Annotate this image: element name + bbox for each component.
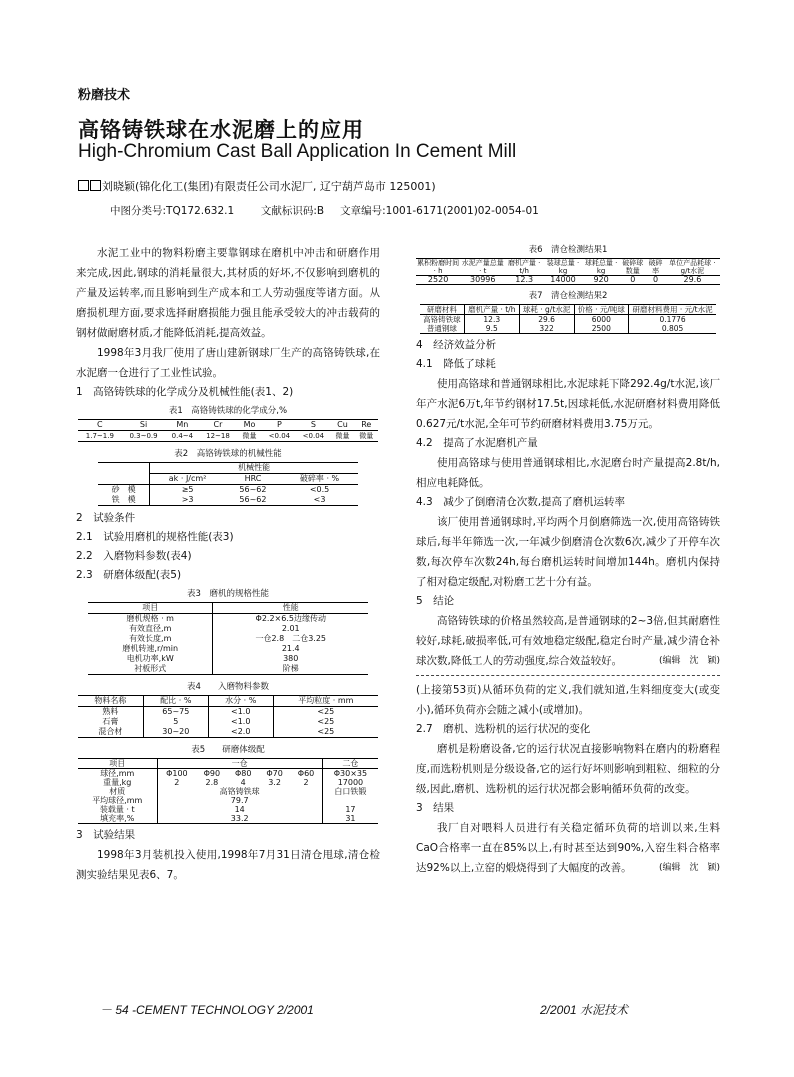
cell: <0.04: [302, 432, 325, 440]
cell: 79.7: [157, 796, 322, 805]
table-row: [78, 431, 378, 442]
table-row: [78, 727, 378, 738]
cell: <3: [313, 495, 326, 504]
cell: [98, 474, 150, 485]
paragraph-4-1: 使用高铬球和普通钢球相比,水泥球耗下降292.4g/t水泥,该厂年产水泥6万t,年节约钢材17.5t,因球耗低,水泥研磨材料费用降低0.627元/t水泥,全年可节约研磨材料费用3.75万元。: [416, 378, 720, 430]
cell: 重量,kg: [103, 778, 132, 787]
table-row: [88, 644, 368, 654]
cell: 12.3: [464, 315, 519, 325]
right-column: [416, 243, 720, 878]
paragraph-intro: 水泥工业中的物料粉磨主要靠钢球在磨机中冲击和研磨作用来完成,因此,钢球的消耗量很大,其材质的好坏,不仅影响到磨机的产量及运转率,而且影响到生产成本和工人劳动强度等诸方面。从磨损机理方面,要求选择耐磨损能力强且能承受较大的冲击载荷的钢材做耐磨材质,才能降低消耗,提高效益。: [76, 247, 380, 339]
cell: Si: [139, 420, 148, 429]
cell: 一仓2.8 二仓3.25: [213, 634, 368, 644]
cell: 项目: [109, 759, 126, 768]
cell: <2.0: [208, 727, 273, 738]
cell: 17: [322, 805, 378, 814]
paragraph-4-3: 该厂使用普通钢球时,平均两个月倒磨筛选一次,使用高铬铸铁球后,每半年筛选一次,一年减少倒磨清仓次数6次,减少了开停车次数,每次停车次数24h,每台磨机运转时间增加144h。磨机内保持了相对稳定级配,对粉磨工艺十分有益。: [416, 516, 720, 588]
cell: HRC: [244, 474, 262, 483]
cell: Cr: [213, 420, 223, 429]
cell: Φ70: [266, 769, 283, 778]
heading-3-results: 3 结果: [416, 802, 455, 814]
cell: 熟料: [102, 707, 119, 716]
cell: Mo: [243, 420, 256, 429]
cell: 2500: [574, 324, 629, 334]
table-5-header: [78, 759, 378, 769]
cell: 2: [303, 778, 309, 787]
cell: 33.2: [157, 814, 322, 824]
cell: 球耗 · g/t水泥: [519, 305, 574, 315]
cell: 有效长度,m: [129, 634, 172, 643]
classification-number: 中图分类号:TQ172.632.1: [110, 205, 235, 217]
cell: 14000: [550, 275, 576, 284]
paragraph-2-7: 磨机是粉磨设备,它的运行状况直接影响物料在磨内的粉磨程度,而选粉机则是分级设备,它的运行好坏则影响到粗粒、细粒的分级,因此,磨机、选粉机的运行状况都会影响循环负荷的改变。: [416, 743, 720, 795]
table-row: [88, 614, 368, 625]
paragraph-3-results: [416, 818, 720, 878]
paragraph-results: 1998年3月装机投入使用,1998年7月31日清仓甩球,清仓检测实验结果见表6、7。: [76, 849, 380, 881]
cell: Mn: [176, 420, 189, 429]
cell: 3.2: [268, 778, 281, 787]
title-english: High-Chromium Cast Ball Application In Cement Mill: [78, 141, 517, 162]
cell: 球耗总量 · kg: [584, 259, 618, 275]
cell: <25: [273, 717, 378, 727]
cell: S: [310, 420, 316, 429]
table-6: [416, 258, 720, 285]
cell: 4: [240, 778, 246, 787]
table-row: [78, 814, 378, 824]
cell: 项目: [142, 603, 159, 612]
table-7: [420, 304, 716, 334]
cell: 混合材: [98, 727, 123, 736]
table-5: [78, 758, 378, 824]
cell: 0: [630, 275, 636, 284]
heading-4-1: 4.1 降低了球耗: [416, 358, 496, 370]
cell: 56~62: [239, 495, 267, 504]
table-row: [98, 495, 358, 506]
table-5-caption: 表5 研磨体级配: [191, 745, 265, 755]
cell: 12.3: [515, 275, 534, 284]
cell: Φ90: [203, 769, 221, 778]
cell: 水分 · %: [208, 696, 273, 707]
paragraph-4-2: 使用高铬球与使用普通钢球相比,水泥磨台时产量提高2.8t/h,相应电耗降低。: [416, 457, 720, 489]
table-row: [88, 634, 368, 644]
table-3-header: [88, 603, 368, 614]
cell: 0.4~4: [171, 432, 194, 440]
heading-2: 2 试验条件: [76, 512, 136, 524]
cell: 价格 · 元/吨球: [574, 305, 629, 315]
placeholder-box-icon: [90, 180, 101, 191]
cell: 29.6: [683, 275, 702, 284]
table-1-caption: 表1 高铬铸铁球的化学成分,%: [168, 406, 288, 416]
cell: 二仓: [322, 759, 378, 769]
cell: 高铬铸铁球: [157, 787, 322, 796]
cell: 磨机产量 · t/h: [507, 259, 541, 275]
cell: 单位产品耗球 · g/t水泥: [669, 259, 716, 275]
table-3-caption: 表3 磨机的规格性能: [187, 589, 269, 599]
left-column: [76, 243, 380, 885]
cell: Φ2.2×6.5边缘传动: [213, 614, 368, 625]
cell: 17000: [322, 778, 378, 787]
cell: 磨机规格 · m: [126, 614, 174, 623]
cell: 破碎球数量: [622, 259, 644, 275]
heading-2-7: 2.7 磨机、选粉机的运行状况的变化: [416, 723, 591, 735]
heading-5: 5 结论: [416, 595, 455, 607]
cell: 30~20: [143, 727, 208, 738]
cell: 30996: [470, 275, 496, 284]
cell: 29.6: [519, 315, 574, 325]
cell: 有效直径,m: [129, 624, 172, 633]
editor-note: (编辑 沈 颖): [658, 863, 720, 873]
cell: <0.04: [268, 432, 291, 440]
cell: P: [276, 420, 282, 429]
table-2-header: [98, 474, 358, 485]
cell: Φ60: [297, 769, 315, 778]
cell: 平均粒度 · mm: [273, 696, 378, 707]
table-row: [420, 324, 716, 334]
cell: 2.8: [205, 778, 219, 787]
cell: <0.5: [309, 485, 330, 494]
table-row: [78, 778, 378, 787]
cell: 0.805: [629, 324, 716, 334]
cell: 920: [593, 275, 609, 284]
table-1: [78, 419, 378, 442]
cell: <25: [273, 707, 378, 718]
cell: 高铬铸铁球: [423, 315, 461, 324]
cell: <25: [273, 727, 378, 738]
heading-1: 1 高铬铸铁球的化学成分及机械性能(表1、2): [76, 386, 294, 398]
table-3: [88, 602, 368, 675]
table-row: [98, 485, 358, 496]
cell: 9.5: [464, 324, 519, 334]
document-code: 文献标识码:B: [260, 205, 325, 217]
table-row: [78, 717, 378, 727]
title-chinese: 高铬铸铁球在水泥磨上的应用: [78, 118, 364, 142]
table-row: [88, 664, 368, 675]
cell: 14: [157, 805, 322, 814]
cell: 65~75: [143, 707, 208, 718]
classification-line: [110, 203, 539, 218]
table-2: [98, 462, 358, 506]
cell: 水泥产量总量 · t: [461, 259, 504, 275]
table-7-header: [420, 305, 716, 315]
table-4-caption: 表4 入磨物料参数: [187, 682, 269, 692]
cell: 物料名称: [94, 696, 127, 705]
cell: >3: [150, 495, 225, 506]
heading-4-3: 4.3 减少了倒磨清仓次数,提高了磨机运转率: [416, 496, 626, 508]
cell: Cu: [337, 420, 348, 429]
cell: 白口铁锻: [322, 787, 378, 796]
cell: 累积粉磨时间 · h: [417, 259, 460, 275]
cell: 6000: [574, 315, 629, 325]
cell: 机械性能: [150, 463, 358, 474]
cell: <1.0: [208, 717, 273, 727]
cell: 磨机产量 · t/h: [464, 305, 519, 315]
cell: 31: [322, 814, 378, 824]
cell: 5: [143, 717, 208, 727]
paragraph-continued: (上接第53页)从循环负荷的定义,我们就知道,生料细度变大(或变小),循环负荷亦会随之减小(或增加)。: [416, 684, 720, 716]
cell: 322: [519, 324, 574, 334]
cell: Φ100: [157, 769, 196, 779]
cell: 0.3~0.9: [129, 432, 158, 440]
table-row: [88, 624, 368, 634]
cell: Re: [361, 420, 372, 429]
paragraph-5: [416, 611, 720, 671]
cell: 装球总量 · kg: [546, 259, 580, 275]
table-1-header: [78, 420, 378, 431]
cell: 1.7~1.9: [85, 432, 114, 440]
cell: 填充率,%: [100, 814, 135, 823]
editor-note: (编辑 沈 颖): [658, 656, 720, 666]
cell: 一仓: [157, 759, 322, 769]
cell: 破碎率: [648, 259, 663, 275]
cell: 研磨材料: [426, 305, 457, 314]
cell: 0: [653, 275, 659, 284]
cell: 微量: [242, 432, 257, 440]
section-label: 粉磨技术: [78, 88, 131, 103]
heading-2-2: 2.2 入磨物料参数(表4): [76, 550, 192, 562]
cell: 21.4: [213, 644, 368, 654]
cell: 研磨材料费用 · 元/t水泥: [629, 305, 716, 315]
author-text: 刘晓颖(锦化化工(集团)有限责任公司水泥厂, 辽宁葫芦岛市 125001): [102, 180, 436, 193]
footer-left: － 54 -CEMENT TECHNOLOGY 2/2001: [100, 1003, 314, 1017]
conclusion-text: 高铬铸铁球的价格虽然较高,是普通钢球的2~3倍,但其耐磨性较好,球耗,破损率低,可有效地稳定级配,稳定台时产量,减少清仓补球次数,降低工人的劳动强度,综合效益较好。: [416, 615, 720, 667]
table-row: [78, 707, 378, 718]
cell: [322, 796, 378, 805]
cell: 56~62: [239, 485, 267, 494]
cell: 衬板形式: [134, 664, 167, 673]
table-row: [78, 805, 378, 814]
table-6-header: [416, 259, 720, 276]
cell: 2.01: [213, 624, 368, 634]
cell: 破碎率 · %: [299, 474, 340, 483]
table-row: [416, 276, 720, 285]
table-4-header: [78, 696, 378, 707]
placeholder-box-icon: [78, 180, 89, 191]
heading-4: 4 经济效益分析: [416, 339, 497, 351]
cell: 电机功率,kW: [126, 654, 174, 663]
heading-2-3: 2.3 研磨体级配(表5): [76, 569, 182, 581]
author-line: [78, 178, 436, 194]
table-row: [88, 654, 368, 664]
cell: 磨机转速,r/min: [122, 644, 179, 653]
cell: 砂 模: [111, 485, 136, 494]
table-2-group-header: [98, 463, 358, 474]
heading-4-2: 4.2 提高了水泥磨机产量: [416, 437, 538, 449]
cell: 0.1776: [629, 315, 716, 325]
table-7-caption: 表7 清仓检测结果2: [528, 291, 608, 301]
table-6-caption: 表6 清仓检测结果1: [528, 245, 608, 255]
cell: C: [97, 420, 103, 429]
footer-right: 2/2001 水泥技术: [540, 1003, 629, 1017]
cell: ak · J/cm²: [150, 474, 225, 485]
table-row: [78, 769, 378, 779]
cell: Φ80: [234, 769, 252, 778]
cell: [98, 463, 150, 474]
cell: 微量: [359, 432, 374, 440]
cell: 配比 · %: [143, 696, 208, 707]
article-number: 文章编号:1001-6171(2001)02-0054-01: [340, 205, 539, 217]
table-4: [78, 695, 378, 738]
heading-3: 3 试验结果: [76, 829, 136, 841]
cell: 平均球径,mm: [92, 796, 143, 805]
cell: 380: [213, 654, 368, 664]
cell: 材质: [109, 787, 126, 796]
cell: 普通钢球: [426, 324, 457, 333]
paragraph-trial: 1998年3月我厂使用了唐山建新钢球厂生产的高铬铸铁球,在水泥磨一仓进行了工业性试验。: [76, 347, 380, 379]
cell: 石膏: [102, 717, 119, 726]
cell: ≥5: [150, 485, 225, 496]
results-text: 我厂自对喂料人员进行有关稳定循环负荷的培训以来,生料CaO合格率一直在85%以上,有时甚至达到90%,入窑生料合格率达92%以上,立窑的煅烧得到了大幅度的改善。: [416, 822, 720, 874]
cell: Φ30×35: [322, 769, 378, 779]
divider: [416, 675, 720, 676]
heading-2-1: 2.1 试验用磨机的规格性能(表3): [76, 531, 234, 543]
cell: 2520: [427, 275, 449, 284]
cell: 2: [157, 778, 196, 787]
table-row: [78, 796, 378, 805]
cell: 铁 模: [111, 495, 136, 504]
table-row: [420, 315, 716, 325]
cell: 性能: [213, 603, 368, 614]
cell: 阶梯: [213, 664, 368, 675]
cell: 球径,mm: [100, 769, 135, 778]
cell: <1.0: [208, 707, 273, 718]
table-2-caption: 表2 高铬铸铁球的机械性能: [174, 449, 282, 459]
cell: 装载量 · t: [99, 805, 135, 814]
table-row: [78, 787, 378, 796]
cell: 微量: [335, 432, 350, 440]
cell: 12~18: [206, 432, 230, 440]
